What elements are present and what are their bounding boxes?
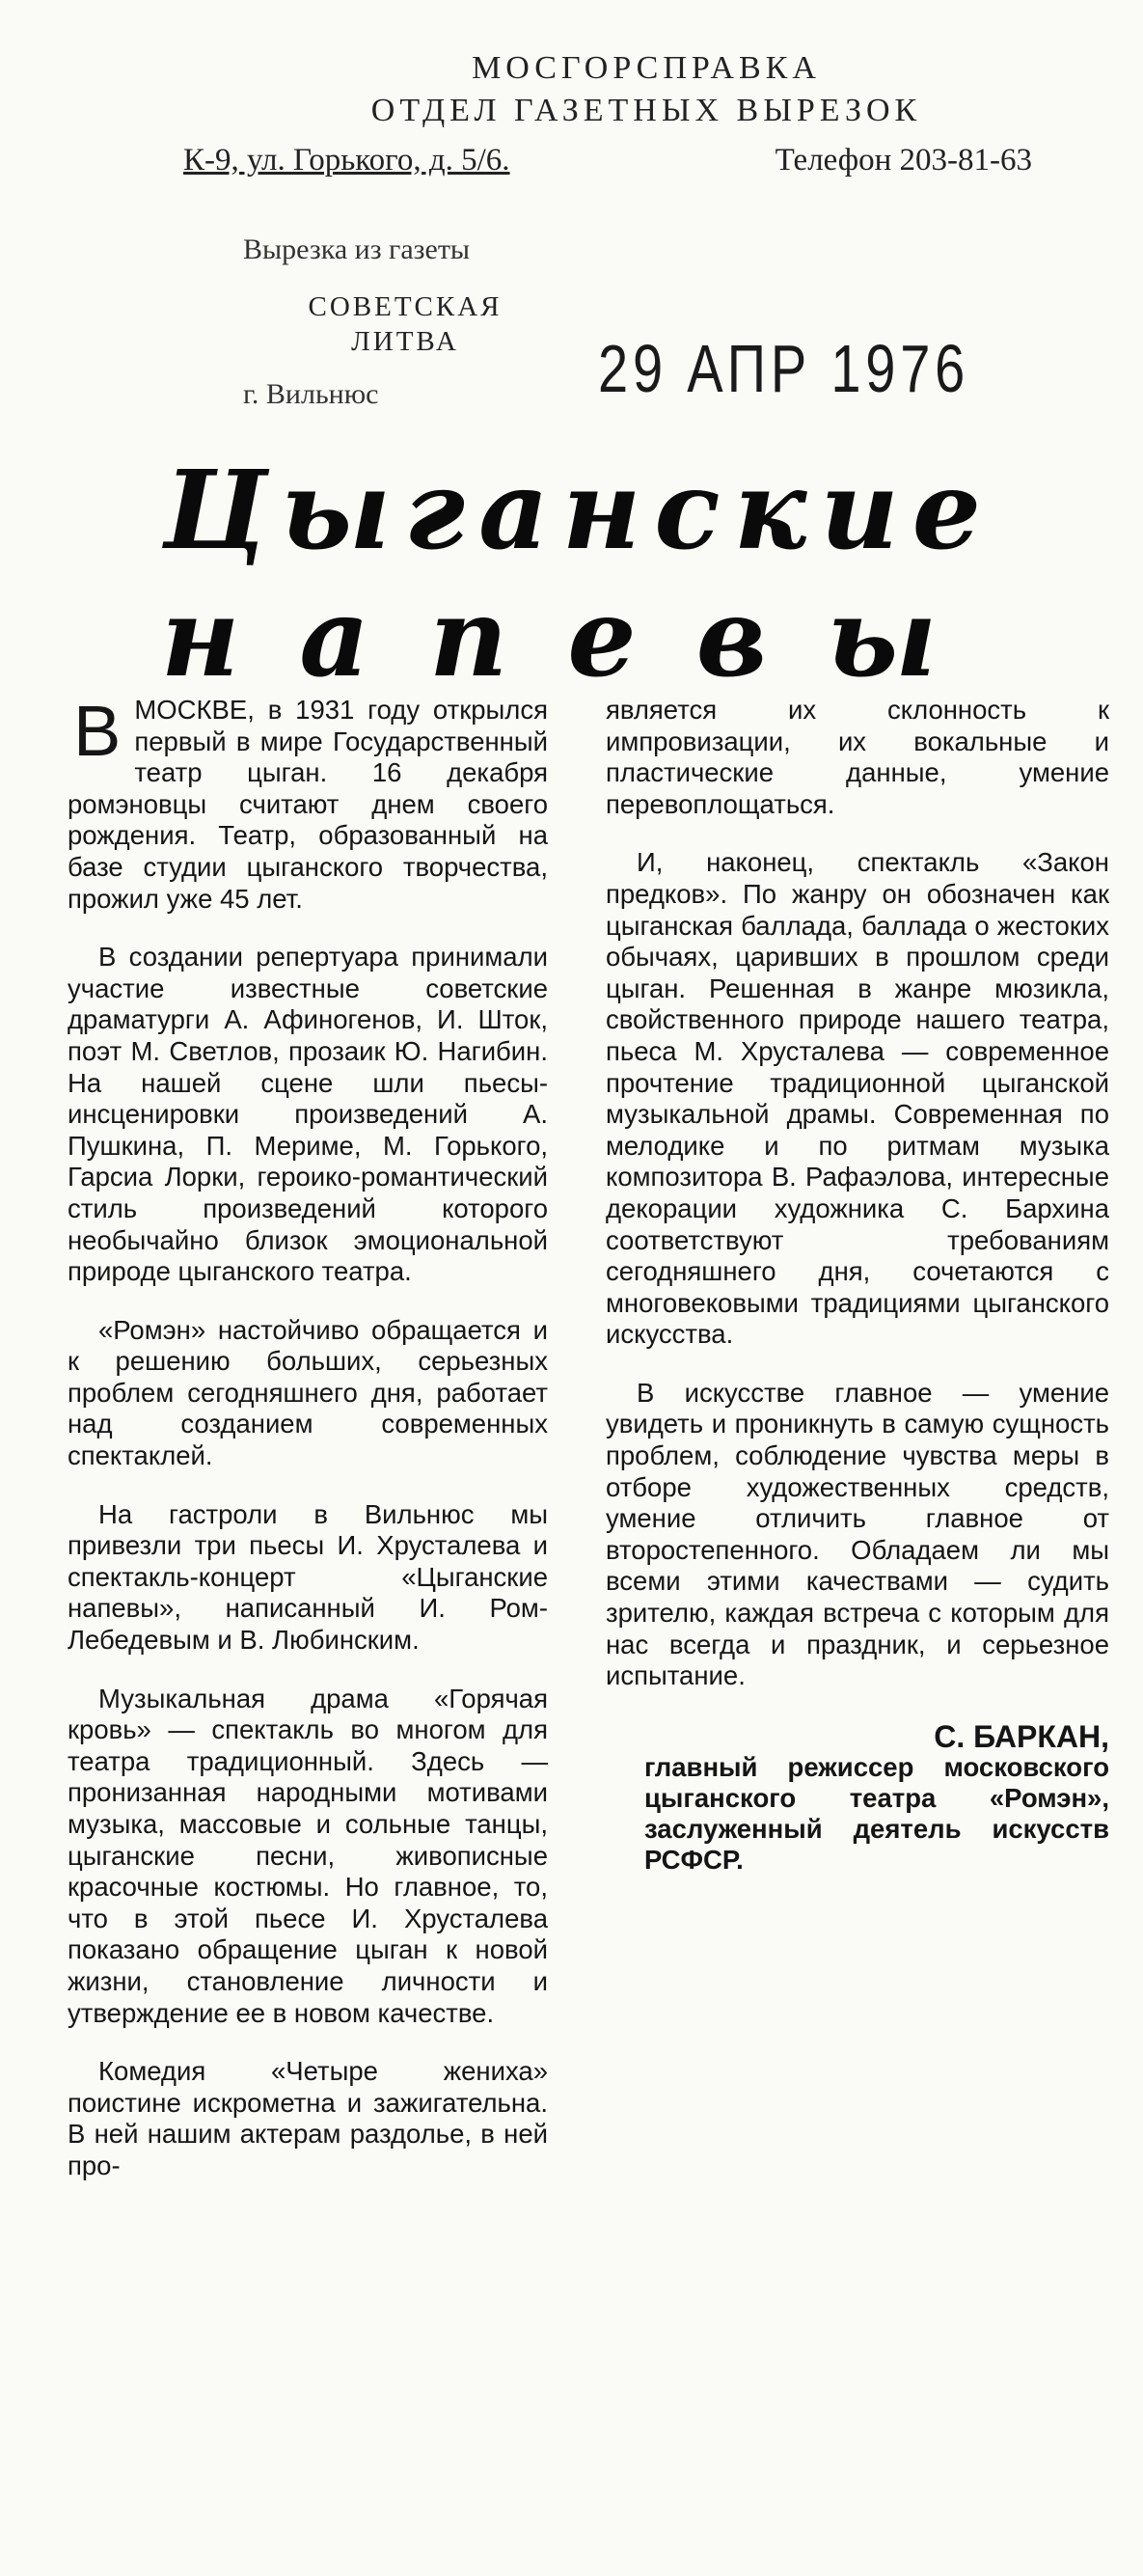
article-paragraph: На гастроли в Вильнюс мы привезли три пьесы И. Хрусталева и спектакль-концерт «Цыганские напевы», написанный И. Ром-Лебедевым и В. Любинским. xyxy=(68,1498,548,1656)
article-column-left xyxy=(68,691,548,2209)
headline-line-2: напевы xyxy=(160,575,997,701)
article-paragraph: В искусстве главное — умение увидеть и проникнуть в самую сущность проблем, соблюдение чувства меры в отборе художественных средств, умение отличить главное от второстепенного. Обладаем ли мы всеми этими качествами — судить зрителю, каждая встреча с которым для нас всегда и праздник, и серьезное испытание. xyxy=(606,1377,1109,1691)
author-name: С. БАРКАН, xyxy=(934,1718,1109,1754)
clipping-source-label: Вырезка из газеты xyxy=(243,233,471,265)
newspaper-name: СОВЕТСКАЯ ЛИТВА xyxy=(308,291,503,357)
article-paragraph: Комедия «Четыре жениха» поистине искрометна и зажигательна. В ней нашим актерам раздолье, в ней про- xyxy=(68,2056,548,2180)
article-paragraph: ВМОСКВЕ, в 1931 году открылся первый в мире Государственный театр цыган. 16 декабря ромэновцы считают днем своего рождения. Театр, образованный на базе студии цыганского творчества, прожил уже 45 лет. xyxy=(68,691,548,914)
drop-cap: В xyxy=(73,691,122,771)
stamp-contact xyxy=(183,143,1032,178)
stamp-department: ОТДЕЛ ГАЗЕТНЫХ ВЫРЕЗОК xyxy=(370,93,922,128)
article-column-right xyxy=(606,695,1109,1876)
headline-line-1: Цыганские xyxy=(162,448,995,574)
newspaper-city: г. Вильнюс xyxy=(243,378,379,410)
article-headline xyxy=(145,448,1013,701)
article-paragraph: И, наконец, спектакль «Закон предков». По жанру он обозначен как цыганская баллада, баллада о жестоких обычаях, царивших в прошлом среди цыган. Решенная в жанре мюзикла, свойственного природе нашего театра, пьеса М. Хрусталева — современное прочтение традиционной цыганской музыкальной драмы. Современная по мелодике и по ритмам музыка композитора В. Рафаэлова, интересные декорации художника С. Бархина соответствуют требованиям сегодняшнего дня, сочетаются с многовековыми традициями цыганского искусства. xyxy=(606,847,1109,1350)
article-paragraph: является их склонность к импровизации, их вокальные и пластические данные, умение перевоплощаться. xyxy=(606,695,1109,819)
article-paragraph: В создании репертуара принимали участие известные советские драматурги А. Афиногенов, И. Шток, поэт М. Светлов, прозаик Ю. Нагибин. На нашей сцене шли пьесы-инсценировки произведений А. Пушкина, П. Мериме, М. Горького, Гарсиа Лорки, героико-романтический стиль произведений которого необычайно близок эмоциональной природе цыганского театра. xyxy=(68,942,548,1287)
article-paragraph: Музыкальная драма «Горячая кровь» — спектакль во многом для театра традиционный. Здесь — пронизанная народными мотивами музыка, массовые и сольные танцы, цыганские песни, живописные красочные костюмы. Но главное, то, что в этой пьесе И. Хрусталева показано обращение цыган к новой жизни, становление личности и утверждение ее в новом качестве. xyxy=(68,1683,548,2028)
archive-stamp xyxy=(183,50,1032,178)
article-paragraph: «Ромэн» настойчиво обращается и к решению больших, серьезных проблем сегодняшнего дня, работает над созданием современных спектаклей. xyxy=(68,1314,548,1471)
stamp-phone: Телефон 203-81-63 xyxy=(775,143,1032,178)
author-role: главный режиссер московского цыганского театра «Ромэн», заслуженный деятель искусств РСФСР. xyxy=(644,1751,1109,1875)
date-stamp: 29 АПР 1976 xyxy=(598,331,970,406)
stamp-address: К-9, ул. Горького, д. 5/6. xyxy=(183,143,510,178)
stamp-agency: МОСГОРСПРАВКА xyxy=(472,50,821,86)
article-signature xyxy=(606,1718,1109,1876)
